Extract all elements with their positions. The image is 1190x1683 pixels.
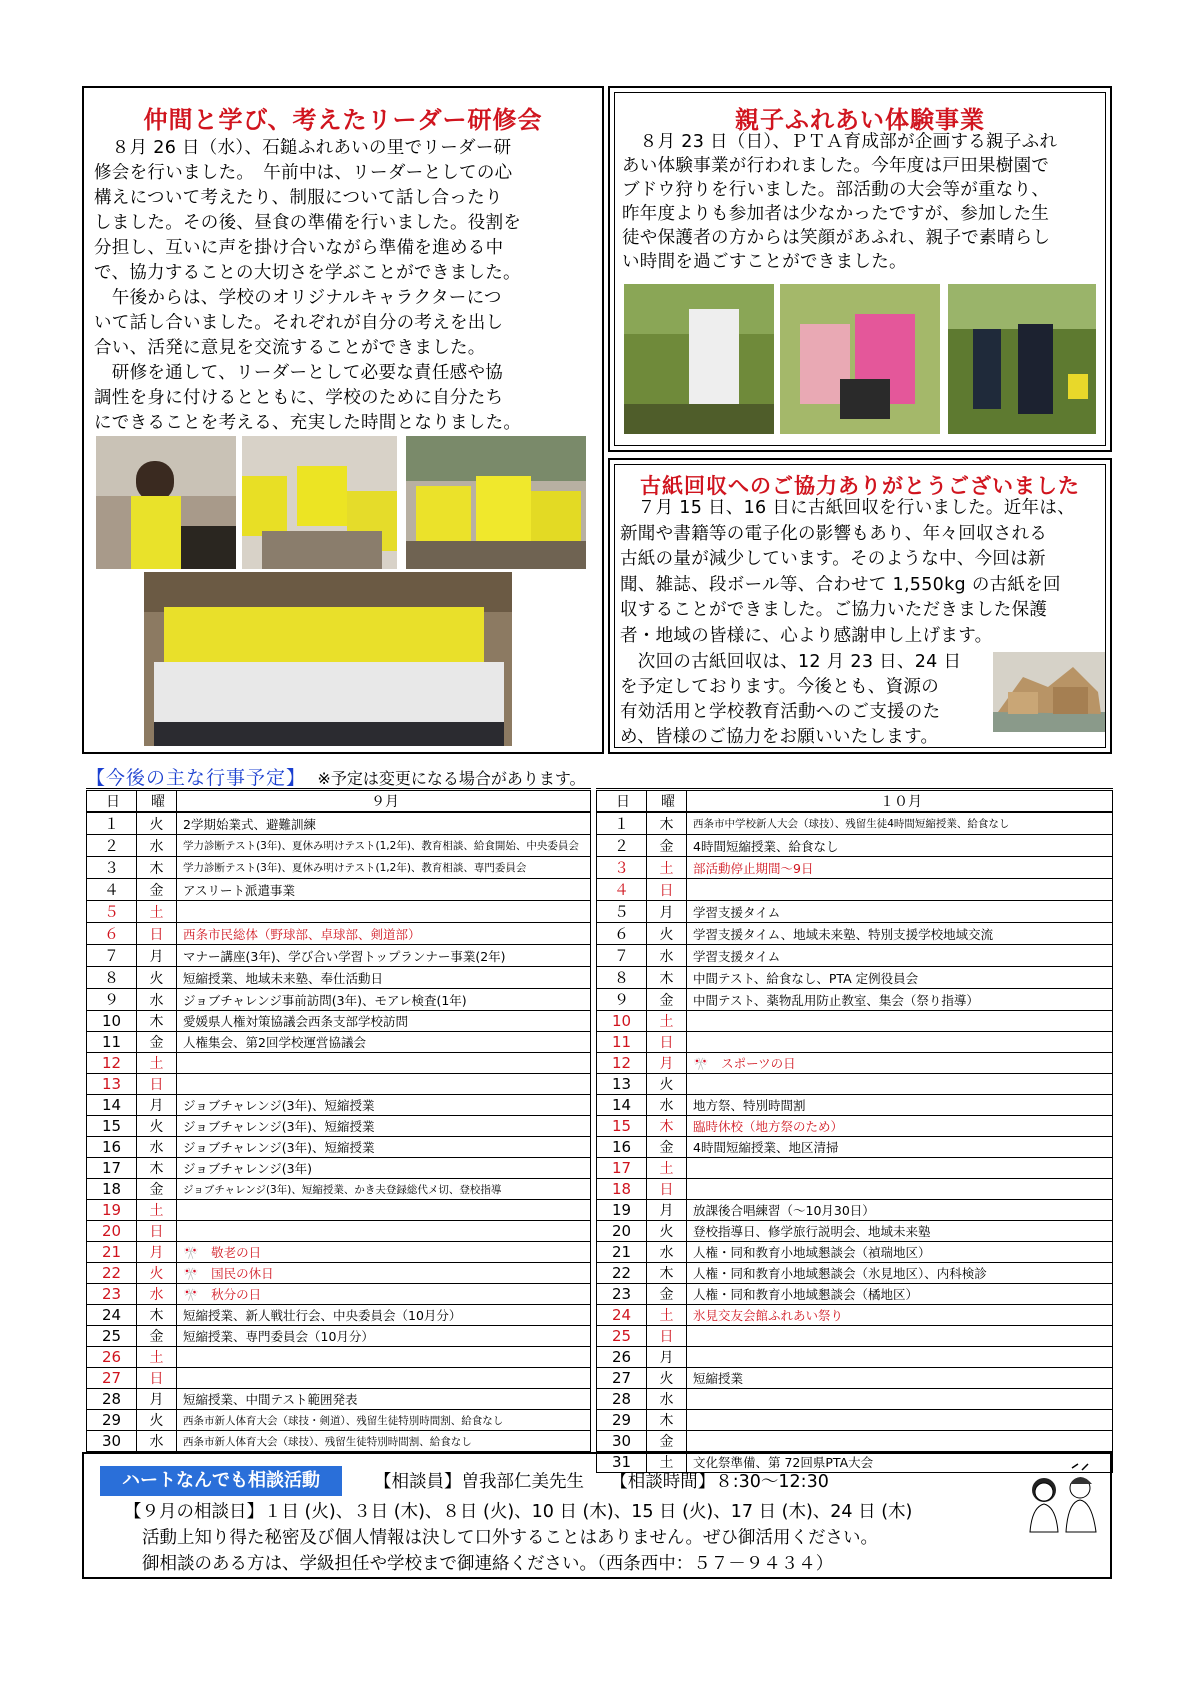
september-row bbox=[87, 1074, 591, 1095]
day-cell: 15 bbox=[597, 1116, 647, 1137]
day-cell: 10 bbox=[87, 1011, 137, 1032]
october-row bbox=[597, 1095, 1113, 1116]
september-row bbox=[87, 1032, 591, 1053]
event-cell: 西条市新人体育大会（球技・剣道）、残留生徒特別時間割、給食なし bbox=[177, 1410, 591, 1431]
event-cell: 文化祭準備、第 72回県PTA大会 bbox=[687, 1452, 1113, 1473]
weekday-cell: 日 bbox=[647, 1179, 687, 1200]
weekday-cell: 月 bbox=[137, 945, 177, 967]
day-cell: ５ bbox=[87, 901, 137, 923]
event-cell: 学習支援タイム bbox=[687, 945, 1113, 967]
day-cell: 28 bbox=[87, 1389, 137, 1410]
weekday-cell: 月 bbox=[137, 1242, 177, 1263]
weekday-cell: 土 bbox=[647, 1305, 687, 1326]
october-row bbox=[597, 1284, 1113, 1305]
october-row bbox=[597, 967, 1113, 989]
day-cell: 25 bbox=[87, 1326, 137, 1347]
leader-photo-1 bbox=[96, 436, 236, 569]
event-cell bbox=[687, 1158, 1113, 1179]
consultation-section bbox=[82, 1452, 1112, 1579]
october-row bbox=[597, 1200, 1113, 1221]
consultation-counselor: 【相談員】曽我部仁美先生 【相談時間】８:30～12:30 bbox=[374, 1472, 829, 1492]
leader-photo-2 bbox=[242, 436, 397, 569]
weekday-cell: 月 bbox=[647, 901, 687, 923]
september-row bbox=[87, 1116, 591, 1137]
day-cell: 23 bbox=[87, 1284, 137, 1305]
counseling-illustration-icon bbox=[1022, 1462, 1104, 1536]
day-cell: 22 bbox=[597, 1263, 647, 1284]
leader-training-body: ８月 26 日（水）、石鎚ふれあいの里でリーダー研 修会を行いました。 午前中は、リーダーとしての心 構えについて考えたり、制服について話し合ったり しました。その後、昼食の準備を行いました。役割を 分担し、互いに声を掛け合いながら準備を進める中 で、協力することの大切さを学ぶことができました。 午後からは、学校のオリジナルキャラクターにつ いて話し合いました。それぞれが自分の考えを出し 合い、活発に意見を交流することができました。 研修を通して、リーダーとして必要な責任感や協 調性を身に付けるとともに、学校のために自分たち にできることを考える、充実した時間となりました。 bbox=[94, 138, 522, 433]
weekday-cell: 金 bbox=[647, 1284, 687, 1305]
october-row bbox=[597, 1053, 1113, 1074]
event-cell: 愛媛県人権対策協議会西条支部学校訪問 bbox=[177, 1011, 591, 1032]
october-row bbox=[597, 901, 1113, 923]
september-row bbox=[87, 835, 591, 857]
september-row bbox=[87, 1242, 591, 1263]
weekday-cell: 日 bbox=[137, 923, 177, 945]
october-row bbox=[597, 1242, 1113, 1263]
oyako-event-body: ８月 23 日（日）、ＰＴＡ育成部が企画する親子ふれ あい体験事業が行われました。今年度は戸田果樹園で ブドウ狩りを行いました。部活動の大会等が重なり、 昨年度よりも参加者は少なかったですが、参加した生 徒や保護者の方からは笑顔があふれ、親子で素晴らし い時間を過ごすことができました。 bbox=[622, 132, 1058, 272]
weekday-cell: 火 bbox=[647, 923, 687, 945]
weekday-cell: 火 bbox=[647, 1368, 687, 1389]
day-cell: ５ bbox=[597, 901, 647, 923]
weekday-cell: 月 bbox=[137, 1095, 177, 1116]
paper-bundles-photo bbox=[993, 652, 1105, 732]
weekday-cell: 火 bbox=[137, 1116, 177, 1137]
september-row bbox=[87, 1221, 591, 1242]
october-row bbox=[597, 1326, 1113, 1347]
grape-photo-1 bbox=[624, 284, 774, 434]
weekday-cell: 日 bbox=[137, 1368, 177, 1389]
day-cell: 18 bbox=[87, 1179, 137, 1200]
event-cell: 西条市民総体（野球部、卓球部、剣道部） bbox=[177, 923, 591, 945]
october-row bbox=[597, 1368, 1113, 1389]
weekday-cell: 木 bbox=[137, 857, 177, 879]
day-cell: 20 bbox=[597, 1221, 647, 1242]
september-row bbox=[87, 967, 591, 989]
september-row bbox=[87, 1326, 591, 1347]
september-row bbox=[87, 923, 591, 945]
event-cell: 学習支援タイム bbox=[687, 901, 1113, 923]
day-cell: 24 bbox=[597, 1305, 647, 1326]
event-cell: 氷見交友会館ふれあい祭り bbox=[687, 1305, 1113, 1326]
weekday-cell: 金 bbox=[647, 835, 687, 857]
event-cell: 🎌 国民の休日 bbox=[177, 1263, 591, 1284]
event-cell: 西条市中学校新人大会（球技）、残留生徒4時間短縮授業、給食なし bbox=[687, 812, 1113, 835]
day-cell: 17 bbox=[597, 1158, 647, 1179]
paper-recycling-next: 次回の古紙回収は、12 月 23 日、24 日 を予定しております。今後とも、資源の 有効活用と学校教育活動へのご支援のた め、皆様のご協力をお願いいたします。 bbox=[620, 652, 962, 747]
paper-recycling-section bbox=[608, 458, 1112, 754]
event-cell: ジョブチャレンジ(3年)、短縮授業 bbox=[177, 1095, 591, 1116]
event-cell: 人権・同和教育小地域懇談会（氷見地区）、内科検診 bbox=[687, 1263, 1113, 1284]
october-month-header: １０月 bbox=[687, 790, 1113, 813]
october-row bbox=[597, 1431, 1113, 1452]
event-cell: ジョブチャレンジ(3年)、短縮授業、かき夫登録総代メ切、登校指導 bbox=[177, 1179, 591, 1200]
september-row bbox=[87, 857, 591, 879]
day-cell: 18 bbox=[597, 1179, 647, 1200]
day-cell: ２ bbox=[87, 835, 137, 857]
weekday-cell: 日 bbox=[647, 1326, 687, 1347]
col-weekday-header: 曜 bbox=[137, 790, 177, 813]
day-cell: 26 bbox=[597, 1347, 647, 1368]
event-cell bbox=[687, 1347, 1113, 1368]
september-row bbox=[87, 812, 591, 835]
event-cell: 🎌 スポーツの日 bbox=[687, 1053, 1113, 1074]
day-cell: 12 bbox=[597, 1053, 647, 1074]
day-cell: 14 bbox=[87, 1095, 137, 1116]
event-cell: ジョブチャレンジ(3年) bbox=[177, 1158, 591, 1179]
september-row bbox=[87, 945, 591, 967]
event-cell: 学力診断テスト(3年)、夏休み明けテスト(1,2年)、教育相談、専門委員会 bbox=[177, 857, 591, 879]
event-cell: 地方祭、特別時間割 bbox=[687, 1095, 1113, 1116]
october-row bbox=[597, 1305, 1113, 1326]
day-cell: １ bbox=[87, 812, 137, 835]
weekday-cell: 火 bbox=[137, 1263, 177, 1284]
col-day-header: 日 bbox=[87, 790, 137, 813]
day-cell: 19 bbox=[597, 1200, 647, 1221]
consultation-contact: 御相談のある方は、学級担任や学校まで御連絡ください。（西条西中：５７－９４３４） bbox=[142, 1554, 834, 1574]
weekday-cell: 木 bbox=[137, 1158, 177, 1179]
event-cell: 4時間短縮授業、地区清掃 bbox=[687, 1137, 1113, 1158]
day-cell: 17 bbox=[87, 1158, 137, 1179]
event-cell: ジョブチャレンジ事前訪問(3年)、モアレ検査(1年) bbox=[177, 989, 591, 1011]
leader-training-section bbox=[82, 86, 604, 754]
event-cell: 部活動停止期間～9日 bbox=[687, 857, 1113, 879]
october-row bbox=[597, 1389, 1113, 1410]
event-cell: 4時間短縮授業、給食なし bbox=[687, 835, 1113, 857]
day-cell: 26 bbox=[87, 1347, 137, 1368]
september-month-header: ９月 bbox=[177, 790, 591, 813]
day-cell: 21 bbox=[87, 1242, 137, 1263]
october-row bbox=[597, 1263, 1113, 1284]
september-row bbox=[87, 1200, 591, 1221]
weekday-cell: 土 bbox=[647, 857, 687, 879]
oyako-event-title: 親子ふれあい体験事業 bbox=[735, 106, 985, 134]
leader-training-title: 仲間と学び、考えたリーダー研修会 bbox=[143, 106, 543, 134]
october-row bbox=[597, 835, 1113, 857]
day-cell: 31 bbox=[597, 1452, 647, 1473]
day-cell: ７ bbox=[597, 945, 647, 967]
day-cell: 28 bbox=[597, 1389, 647, 1410]
event-cell: 学習支援タイム、地域未来塾、特別支援学校地域交流 bbox=[687, 923, 1113, 945]
september-row bbox=[87, 1305, 591, 1326]
col-weekday-header: 曜 bbox=[647, 790, 687, 813]
day-cell: 23 bbox=[597, 1284, 647, 1305]
consultation-badge: ハートなんでも相談活動 bbox=[100, 1466, 342, 1496]
schedule-heading bbox=[86, 763, 586, 790]
event-cell: 西条市新人体育大会（球技）、残留生徒特別時間割、給食なし bbox=[177, 1431, 591, 1452]
event-cell: ジョブチャレンジ(3年)、短縮授業 bbox=[177, 1116, 591, 1137]
october-table-header bbox=[597, 790, 1113, 813]
september-row bbox=[87, 1347, 591, 1368]
weekday-cell: 水 bbox=[647, 1389, 687, 1410]
september-row bbox=[87, 901, 591, 923]
october-row bbox=[597, 1074, 1113, 1095]
weekday-cell: 木 bbox=[647, 1116, 687, 1137]
day-cell: ８ bbox=[87, 967, 137, 989]
day-cell: 14 bbox=[597, 1095, 647, 1116]
event-cell: 人権・同和教育小地域懇談会（禎瑞地区） bbox=[687, 1242, 1113, 1263]
event-cell bbox=[177, 901, 591, 923]
weekday-cell: 水 bbox=[647, 945, 687, 967]
weekday-cell: 火 bbox=[647, 1074, 687, 1095]
day-cell: ４ bbox=[87, 879, 137, 901]
october-row bbox=[597, 1221, 1113, 1242]
october-row bbox=[597, 989, 1113, 1011]
september-row bbox=[87, 1179, 591, 1200]
event-cell: 中間テスト、薬物乱用防止教室、集会（祭り指導） bbox=[687, 989, 1113, 1011]
event-cell bbox=[177, 1074, 591, 1095]
weekday-cell: 土 bbox=[137, 1053, 177, 1074]
event-cell: 登校指導日、修学旅行説明会、地域未来塾 bbox=[687, 1221, 1113, 1242]
weekday-cell: 水 bbox=[137, 989, 177, 1011]
event-cell: 短縮授業、専門委員会（10月分） bbox=[177, 1326, 591, 1347]
schedule-heading-label: 【今後の主な行事予定】 bbox=[86, 767, 307, 789]
event-cell bbox=[687, 1179, 1113, 1200]
weekday-cell: 火 bbox=[137, 967, 177, 989]
event-cell bbox=[177, 1347, 591, 1368]
weekday-cell: 水 bbox=[137, 1284, 177, 1305]
weekday-cell: 水 bbox=[647, 1242, 687, 1263]
event-cell bbox=[177, 1053, 591, 1074]
weekday-cell: 水 bbox=[137, 1431, 177, 1452]
day-cell: 20 bbox=[87, 1221, 137, 1242]
october-schedule-table bbox=[596, 788, 1113, 1473]
september-row bbox=[87, 1095, 591, 1116]
weekday-cell: 土 bbox=[137, 901, 177, 923]
september-row bbox=[87, 1368, 591, 1389]
day-cell: ３ bbox=[87, 857, 137, 879]
weekday-cell: 金 bbox=[137, 1032, 177, 1053]
event-cell bbox=[177, 1200, 591, 1221]
event-cell: マナー講座(3年)、学び合い学習トップランナー事業(2年) bbox=[177, 945, 591, 967]
october-row bbox=[597, 812, 1113, 835]
september-row bbox=[87, 1053, 591, 1074]
event-cell: 🎌 秋分の日 bbox=[177, 1284, 591, 1305]
event-cell bbox=[687, 1389, 1113, 1410]
event-cell bbox=[687, 1431, 1113, 1452]
day-cell: １ bbox=[597, 812, 647, 835]
weekday-cell: 月 bbox=[647, 1200, 687, 1221]
weekday-cell: 土 bbox=[647, 1452, 687, 1473]
october-row bbox=[597, 879, 1113, 901]
event-cell: ジョブチャレンジ(3年)、短縮授業 bbox=[177, 1137, 591, 1158]
weekday-cell: 木 bbox=[647, 812, 687, 835]
day-cell: ９ bbox=[87, 989, 137, 1011]
weekday-cell: 金 bbox=[647, 1431, 687, 1452]
day-cell: 30 bbox=[87, 1431, 137, 1452]
event-cell bbox=[177, 1221, 591, 1242]
weekday-cell: 月 bbox=[647, 1053, 687, 1074]
october-row bbox=[597, 1179, 1113, 1200]
day-cell: ４ bbox=[597, 879, 647, 901]
weekday-cell: 月 bbox=[137, 1389, 177, 1410]
weekday-cell: 木 bbox=[647, 1410, 687, 1431]
event-cell: 人権集会、第2回学校運営協議会 bbox=[177, 1032, 591, 1053]
event-cell: 短縮授業、中間テスト範囲発表 bbox=[177, 1389, 591, 1410]
day-cell: 29 bbox=[87, 1410, 137, 1431]
weekday-cell: 日 bbox=[647, 879, 687, 901]
weekday-cell: 土 bbox=[137, 1347, 177, 1368]
october-row bbox=[597, 1011, 1113, 1032]
day-cell: 27 bbox=[87, 1368, 137, 1389]
weekday-cell: 日 bbox=[137, 1221, 177, 1242]
weekday-cell: 日 bbox=[647, 1032, 687, 1053]
grape-photo-3 bbox=[948, 284, 1096, 434]
weekday-cell: 火 bbox=[647, 1221, 687, 1242]
day-cell: ６ bbox=[87, 923, 137, 945]
day-cell: 10 bbox=[597, 1011, 647, 1032]
event-cell: 臨時休校（地方祭のため） bbox=[687, 1116, 1113, 1137]
event-cell bbox=[687, 1410, 1113, 1431]
september-row bbox=[87, 1137, 591, 1158]
event-cell: 2学期始業式、避難訓練 bbox=[177, 812, 591, 835]
september-row bbox=[87, 1284, 591, 1305]
day-cell: 16 bbox=[597, 1137, 647, 1158]
september-row bbox=[87, 1158, 591, 1179]
october-row bbox=[597, 945, 1113, 967]
weekday-cell: 金 bbox=[647, 989, 687, 1011]
weekday-cell: 金 bbox=[647, 1137, 687, 1158]
september-row bbox=[87, 1011, 591, 1032]
event-cell bbox=[177, 1368, 591, 1389]
day-cell: ９ bbox=[597, 989, 647, 1011]
event-cell: 学力診断テスト(3年)、夏休み明けテスト(1,2年)、教育相談、給食開始、中央委員会 bbox=[177, 835, 591, 857]
october-row bbox=[597, 1032, 1113, 1053]
weekday-cell: 火 bbox=[137, 812, 177, 835]
weekday-cell: 日 bbox=[137, 1074, 177, 1095]
day-cell: ２ bbox=[597, 835, 647, 857]
weekday-cell: 土 bbox=[137, 1200, 177, 1221]
day-cell: ７ bbox=[87, 945, 137, 967]
event-cell: アスリート派遣事業 bbox=[177, 879, 591, 901]
weekday-cell: 金 bbox=[137, 1326, 177, 1347]
weekday-cell: 木 bbox=[137, 1305, 177, 1326]
september-table-header bbox=[87, 790, 591, 813]
event-cell: 放課後合唱練習（～10月30日） bbox=[687, 1200, 1113, 1221]
october-row bbox=[597, 857, 1113, 879]
event-cell bbox=[687, 1074, 1113, 1095]
day-cell: ６ bbox=[597, 923, 647, 945]
october-row bbox=[597, 1347, 1113, 1368]
day-cell: 19 bbox=[87, 1200, 137, 1221]
weekday-cell: 水 bbox=[137, 835, 177, 857]
event-cell: 人権・同和教育小地域懇談会（橘地区） bbox=[687, 1284, 1113, 1305]
leader-group-photo bbox=[144, 572, 512, 746]
weekday-cell: 水 bbox=[137, 1137, 177, 1158]
october-row bbox=[597, 1137, 1113, 1158]
consultation-privacy: 活動上知り得た秘密及び個人情報は決して口外することはありません。ぜひ御活用ください。 bbox=[142, 1528, 879, 1548]
weekday-cell: 火 bbox=[137, 1410, 177, 1431]
leader-photo-3 bbox=[406, 436, 586, 569]
event-cell: 短縮授業、地域未来塾、奉仕活動日 bbox=[177, 967, 591, 989]
day-cell: 27 bbox=[597, 1368, 647, 1389]
day-cell: 25 bbox=[597, 1326, 647, 1347]
day-cell: 11 bbox=[597, 1032, 647, 1053]
event-cell bbox=[687, 879, 1113, 901]
weekday-cell: 木 bbox=[137, 1011, 177, 1032]
weekday-cell: 金 bbox=[137, 1179, 177, 1200]
day-cell: 12 bbox=[87, 1053, 137, 1074]
day-cell: 13 bbox=[87, 1074, 137, 1095]
weekday-cell: 土 bbox=[647, 1158, 687, 1179]
weekday-cell: 木 bbox=[647, 1263, 687, 1284]
weekday-cell: 水 bbox=[647, 1095, 687, 1116]
day-cell: 11 bbox=[87, 1032, 137, 1053]
schedule-note: ※予定は変更になる場合があります。 bbox=[317, 769, 586, 788]
day-cell: 30 bbox=[597, 1431, 647, 1452]
day-cell: ３ bbox=[597, 857, 647, 879]
september-row bbox=[87, 1431, 591, 1452]
day-cell: 21 bbox=[597, 1242, 647, 1263]
event-cell: 短縮授業、新人戦壮行会、中央委員会（10月分） bbox=[177, 1305, 591, 1326]
october-row bbox=[597, 1158, 1113, 1179]
weekday-cell: 月 bbox=[647, 1347, 687, 1368]
event-cell: 中間テスト、給食なし、PTA 定例役員会 bbox=[687, 967, 1113, 989]
day-cell: 29 bbox=[597, 1410, 647, 1431]
september-row bbox=[87, 989, 591, 1011]
september-row bbox=[87, 879, 591, 901]
day-cell: 13 bbox=[597, 1074, 647, 1095]
consultation-days: 【９月の相談日】１日 (火)、３日 (木)、８日 (火)、10 日 (木)、15 日 (火)、17 日 (木)、24 日 (木) bbox=[124, 1502, 913, 1522]
day-cell: 15 bbox=[87, 1116, 137, 1137]
september-schedule-table bbox=[86, 788, 591, 1452]
day-cell: ８ bbox=[597, 967, 647, 989]
october-row bbox=[597, 923, 1113, 945]
weekday-cell: 金 bbox=[137, 879, 177, 901]
paper-recycling-title: 古紙回収へのご協力ありがとうございました bbox=[640, 474, 1080, 498]
col-day-header: 日 bbox=[597, 790, 647, 813]
weekday-cell: 木 bbox=[647, 967, 687, 989]
september-row bbox=[87, 1263, 591, 1284]
day-cell: 22 bbox=[87, 1263, 137, 1284]
paper-recycling-body: ７月 15 日、16 日に古紙回収を行いました。近年は、 新聞や書籍等の電子化の影響もあり、年々回収される 古紙の量が減少しています。そのような中、今回は新 聞、雑誌、段ボール等、合わせて 1,550kg の古紙を回 収することができました。ご協力いただきました保護 者・地域の皆様に、心より感謝申し上げます。 bbox=[620, 498, 1075, 646]
october-row bbox=[597, 1116, 1113, 1137]
event-cell bbox=[687, 1032, 1113, 1053]
grape-photo-2 bbox=[780, 284, 940, 434]
day-cell: 16 bbox=[87, 1137, 137, 1158]
event-cell bbox=[687, 1326, 1113, 1347]
day-cell: 24 bbox=[87, 1305, 137, 1326]
october-row bbox=[597, 1410, 1113, 1431]
weekday-cell: 土 bbox=[647, 1011, 687, 1032]
event-cell: 🎌 敬老の日 bbox=[177, 1242, 591, 1263]
september-row bbox=[87, 1389, 591, 1410]
event-cell: 短縮授業 bbox=[687, 1368, 1113, 1389]
event-cell bbox=[687, 1011, 1113, 1032]
september-row bbox=[87, 1410, 591, 1431]
oyako-event-section bbox=[608, 86, 1112, 452]
